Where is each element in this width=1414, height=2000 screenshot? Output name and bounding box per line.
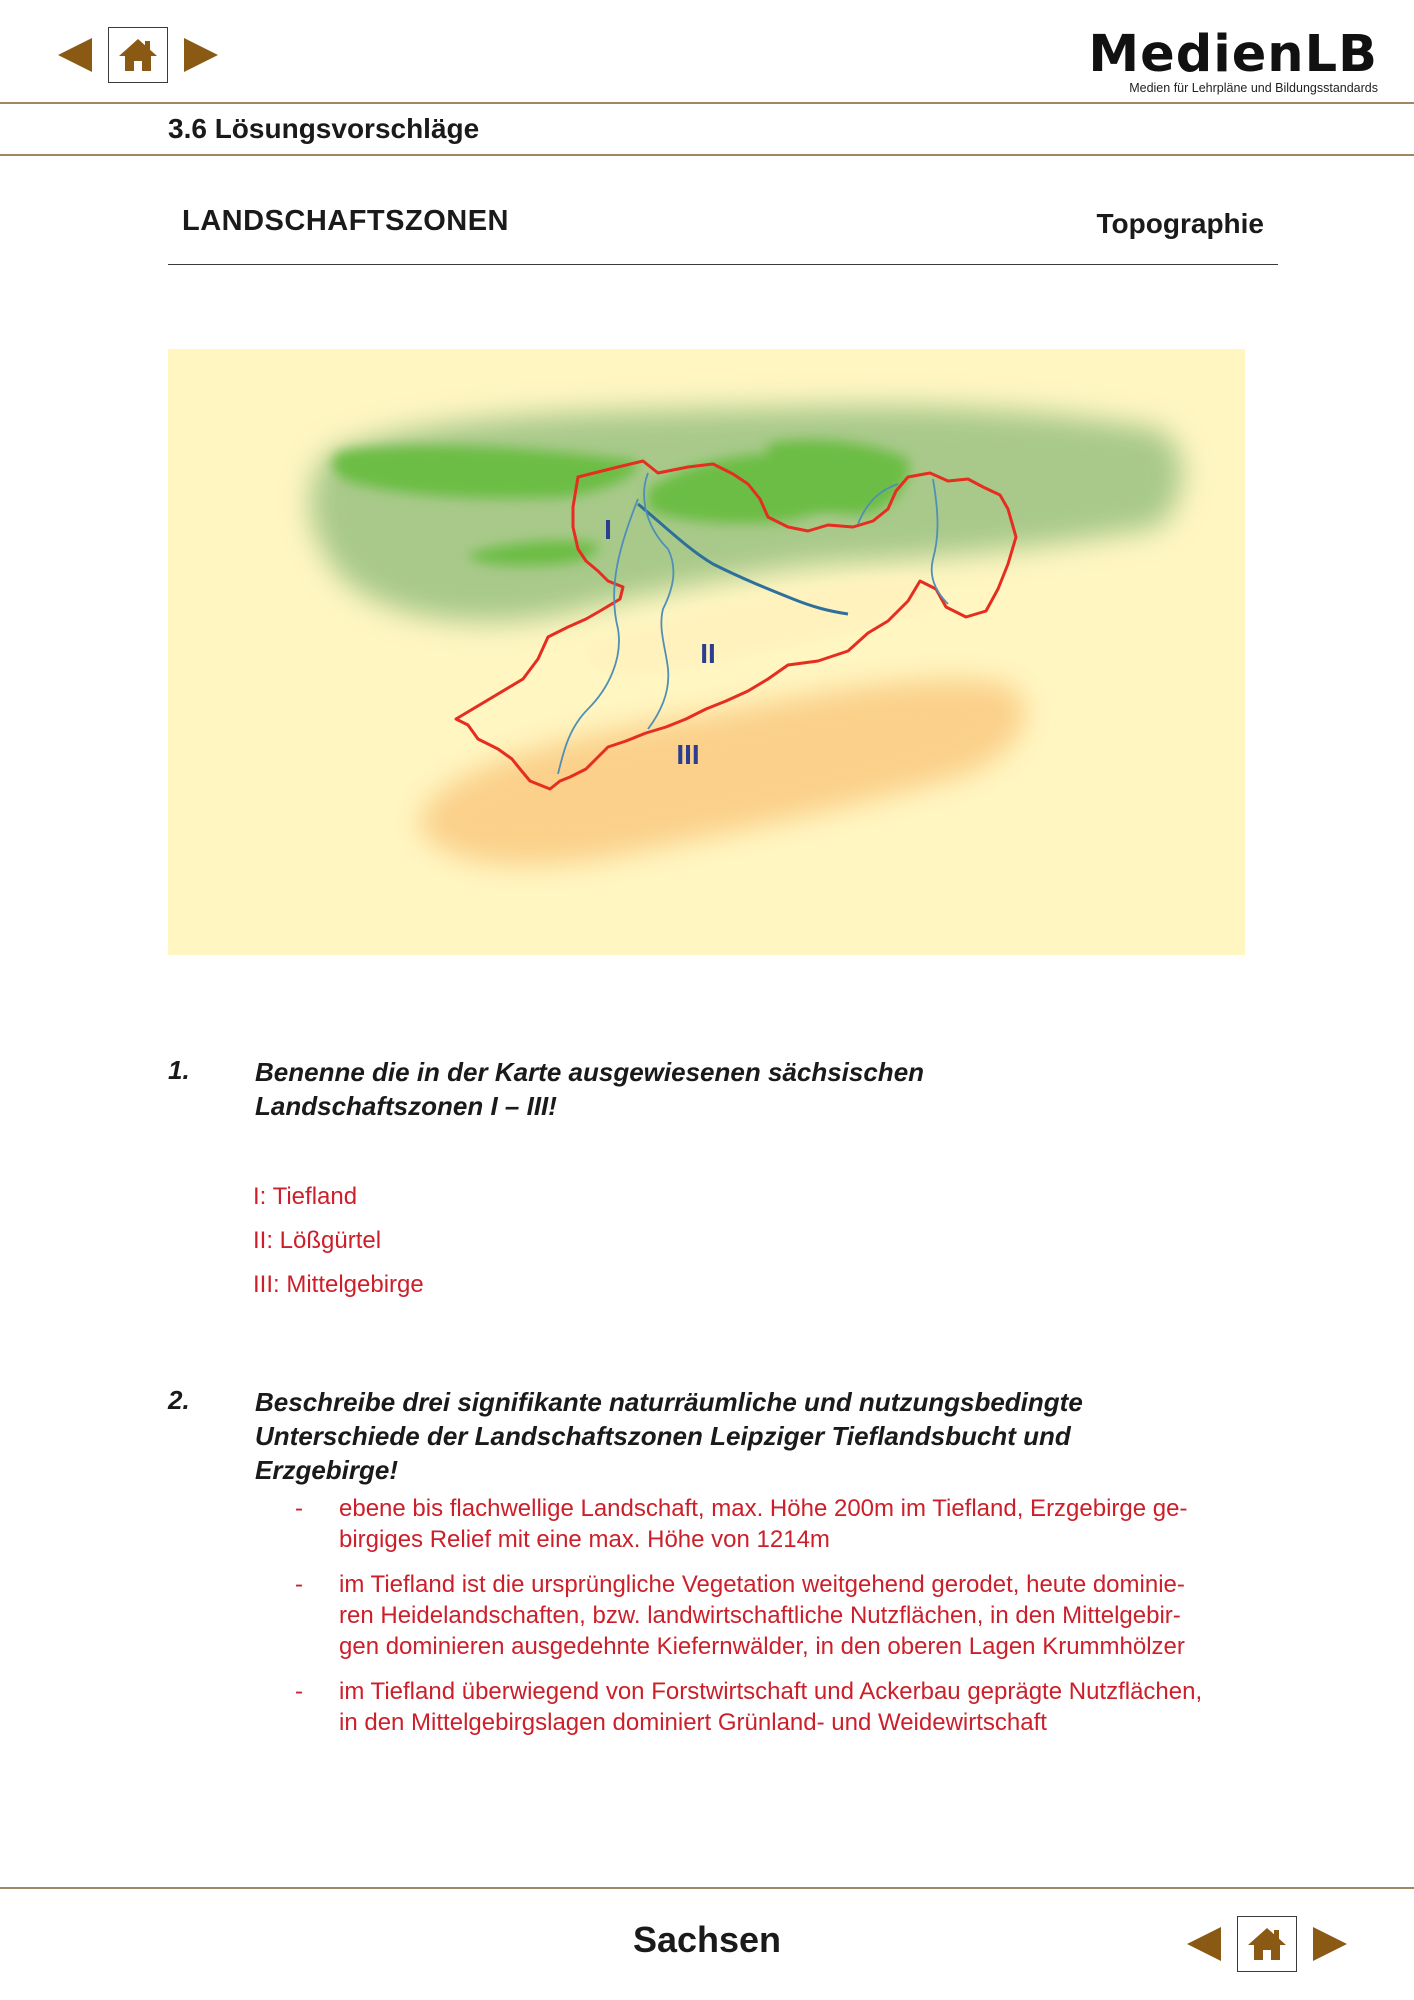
next-page-button[interactable] [1311,1925,1349,1963]
question-2-answers [253,1493,1303,1752]
home-button[interactable] [1237,1916,1297,1972]
logo-title: MedienLB [1088,25,1378,84]
landscape-zones-map [168,349,1245,955]
answer-line: birgiges Relief mit eine max. Höhe von 1214m [339,1526,830,1553]
bottom-navigation [1185,1916,1349,1972]
next-page-button[interactable] [182,36,220,74]
question-1-line: Landschaftszonen I – III! [255,1091,557,1121]
answer-line: im Tiefland überwiegend von Forstwirtschaft und Ackerbau geprägte Nutzflächen, [339,1678,1203,1705]
bullet-dash: - [295,1678,303,1705]
bullet-dash: - [295,1571,303,1598]
topic-title: LANDSCHAFTSZONEN [182,205,509,237]
previous-page-button[interactable] [56,36,94,74]
answer-bullet [253,1569,1303,1662]
medienlb-logo [1088,25,1378,95]
previous-page-button[interactable] [1185,1925,1223,1963]
answer-line: ebene bis flachwellige Landschaft, max. Höhe 200m im Tiefland, Erzgebirge ge- [339,1495,1188,1522]
question-2-line: Erzgebirge! [255,1455,399,1485]
question-1-answers [253,1175,424,1307]
upland-zone [418,679,1025,865]
footer-rule [0,1887,1414,1889]
topic-category: Topographie [1096,208,1264,239]
answer-bullet [253,1676,1303,1738]
answer-line: gen dominieren ausgedehnte Kiefernwälder, in den oberen Lagen Krummhölzer [339,1633,1185,1660]
answer-line: ren Heidelandschaften, bzw. landwirtschaftliche Nutzflächen, in den Mittelgebir- [339,1602,1181,1629]
section-title: 3.6 Lösungsvorschläge [168,113,480,144]
answer-zone-iii: III: Mittelgebirge [253,1271,424,1298]
header-rule-bottom [0,154,1414,156]
saxony-map-svg [168,349,1245,955]
answer-zone-ii: II: Lößgürtel [253,1227,382,1254]
answer-bullet [253,1493,1303,1555]
home-icon [1246,1926,1288,1962]
question-2-number: 2. [168,1385,190,1415]
question-1-text [255,1055,1295,1123]
answer-line: in den Mittelgebirgslagen dominiert Grünland- und Weidewirtschaft [339,1709,1047,1736]
answer-line: im Tiefland ist die ursprüngliche Vegetation weitgehend gerodet, heute dominie- [339,1571,1185,1598]
question-1-line: Benenne die in der Karte ausgewiesenen sächsischen [255,1057,925,1087]
question-2-line: Unterschiede der Landschaftszonen Leipziger Tieflandsbucht und [255,1421,1071,1451]
home-icon [117,37,159,73]
question-2-line: Beschreibe drei signifikante naturräumliche und nutzungsbedingte [255,1387,1083,1417]
footer-title: Sachsen [632,1919,782,1960]
header-rule-top [0,102,1414,104]
question-2-text [255,1385,1295,1487]
home-button[interactable] [108,27,168,83]
top-navigation [56,27,220,83]
zone-label-iii: III [676,739,700,770]
bullet-dash: - [295,1495,303,1522]
answer-zone-i: I: Tiefland [253,1183,358,1210]
zone-label-i: I [604,514,612,545]
question-1-number: 1. [168,1055,190,1085]
topic-header [168,205,1278,265]
zone-label-ii: II [700,638,716,669]
logo-subtitle: Medien für Lehrpläne und Bildungsstandards [1129,81,1378,95]
